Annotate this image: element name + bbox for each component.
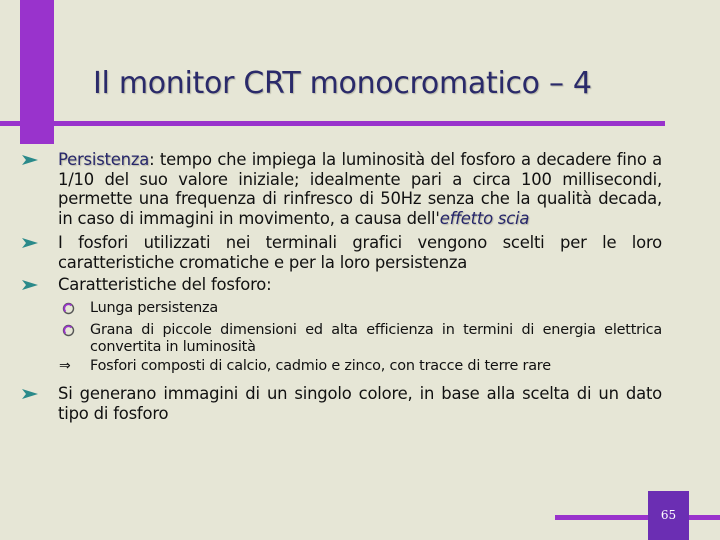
arrowhead-bullet-icon <box>22 280 38 290</box>
subbullet-text: Grana di piccole dimensioni ed alta efficienza in termini di energia elettrica convertita in luminosità <box>90 321 662 355</box>
ring-bullet-icon <box>62 302 75 315</box>
bullet-fosfori <box>22 233 662 272</box>
bullet-caratteristiche <box>22 275 662 295</box>
title-underline <box>0 121 665 126</box>
page-number: 65 <box>660 508 677 522</box>
arrowhead-bullet-icon <box>22 389 38 399</box>
bullet-text: Si generano immagini di un singolo colore, in base alla scelta di un dato tipo di fosforo <box>58 384 662 423</box>
bullet-text: I fosfori utilizzati nei terminali grafici vengono scelti per le loro caratteristiche cromatiche e per la loro persistenza <box>58 233 662 272</box>
bullet-persistenza <box>22 150 662 228</box>
bullet-text: : tempo che impiega la luminosità del fosforo a decadere fino a 1/10 del suo valore iniziale; idealmente pari a circa 100 millisecondi, permette una frequenza di rinfresco di 50Hz senza che la qualità decada, in caso di immagini in movimento, a causa dell' <box>58 150 662 228</box>
subbullet-lunga-persistenza <box>22 300 662 317</box>
arrowhead-bullet-icon <box>22 155 38 165</box>
subbullet-text: Lunga persistenza <box>90 300 219 317</box>
slide-title: Il monitor CRT monocromatico – 4 <box>93 66 592 101</box>
term-persistenza: Persistenza <box>58 150 150 169</box>
subbullet-text: Fosfori composti di calcio, cadmio e zinco, con tracce di terre rare <box>90 357 551 374</box>
implies-arrow-icon: ⇒ <box>59 357 71 374</box>
footer-accent-line <box>555 515 720 520</box>
ring-bullet-icon <box>62 324 75 337</box>
bullet-list <box>22 150 662 424</box>
bullet-immagini <box>22 384 662 423</box>
bullet-text: Caratteristiche del fosforo: <box>58 274 272 294</box>
arrowhead-bullet-icon <box>22 238 38 248</box>
subbullet-fosfori-composti <box>22 358 662 375</box>
term-effetto-scia: effetto scia <box>439 208 530 228</box>
subbullet-grana <box>22 322 662 356</box>
